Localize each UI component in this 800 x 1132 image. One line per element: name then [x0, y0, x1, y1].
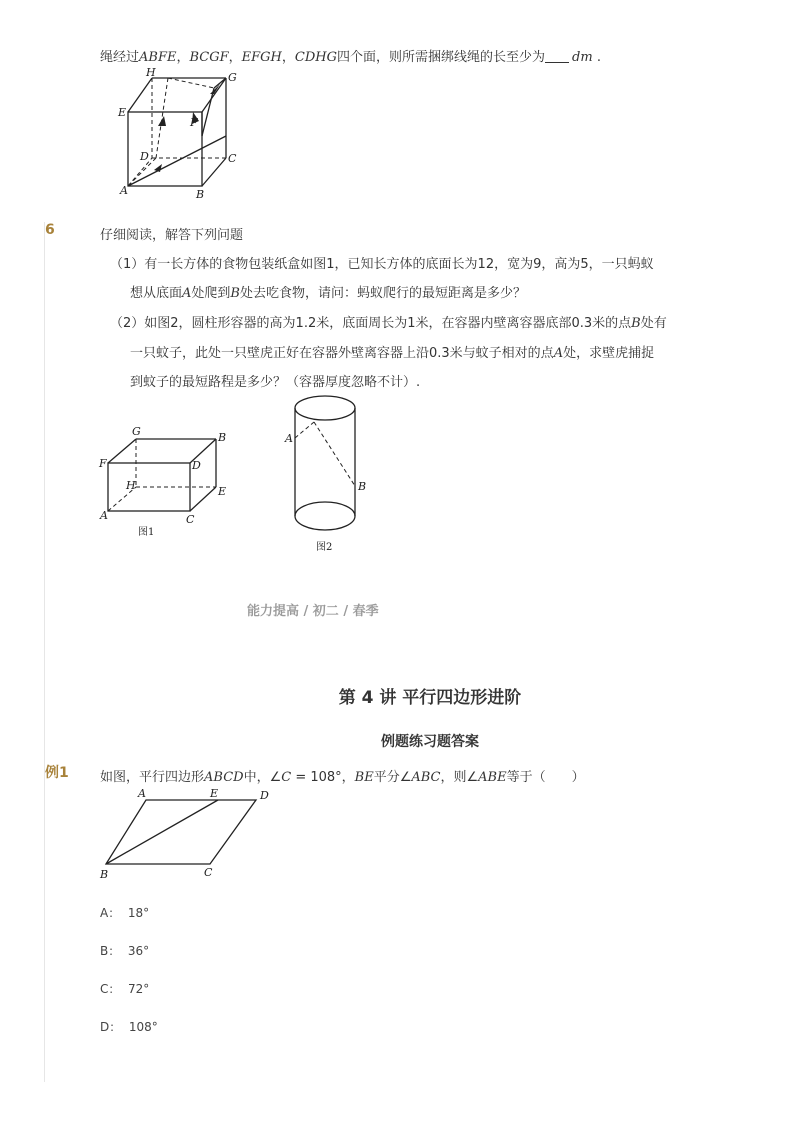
svg-text:C: C [186, 513, 195, 526]
svg-text:C: C [204, 866, 213, 879]
svg-text:H: H [146, 66, 156, 79]
svg-text:C: C [228, 152, 237, 165]
option-c[interactable]: C： 72° [100, 982, 150, 996]
svg-text:F: F [99, 457, 107, 470]
svg-text:E: E [218, 485, 227, 498]
svg-text:F: F [190, 116, 198, 129]
svg-text:A: A [100, 509, 108, 522]
left-margin-rule [44, 222, 45, 1082]
q6-intro: 仔细阅读，解答下列问题 [100, 228, 244, 243]
q5-text: 绳经过ABFE，BCGF，EFGH，CDHG四个面，则所需捆绑线绳的长至少为 dm . [100, 50, 601, 65]
cube-figure [110, 64, 250, 204]
svg-text:G: G [228, 71, 237, 84]
svg-text:A: A [285, 432, 293, 445]
svg-text:A: A [120, 184, 128, 197]
page-footer: 能力提高 / 初二 / 春季 [247, 604, 379, 619]
svg-text:D: D [140, 150, 149, 163]
svg-text:E: E [210, 787, 219, 800]
q6-part2-line2: 一只蚊子，此处一只壁虎正好在容器外壁离容器上沿0.3米与蚊子相对的点A处，求壁虎捕捉 [130, 346, 655, 361]
question-number: 6 [45, 222, 55, 238]
example-number: 例1 [45, 765, 69, 781]
q6-part1-line2: 想从底面A处爬到B处去吃食物，请问：蚂蚁爬行的最短距离是多少？ [130, 286, 526, 301]
svg-text:B: B [196, 188, 205, 201]
svg-text:A: A [138, 787, 146, 800]
q6-part2-line3: 到蚊子的最短路程是多少？（容器厚度忽略不计）. [130, 375, 421, 390]
option-b[interactable]: B： 36° [100, 944, 150, 958]
svg-text:H: H [126, 479, 136, 492]
svg-text:图1: 图1 [138, 527, 155, 538]
ex1-question: 如图，平行四边形ABCD中，∠C = 108°，BE平分∠ABC，则∠ABE等于（ ） [100, 770, 585, 785]
figure-2-cylinder [282, 392, 372, 556]
svg-text:B: B [218, 431, 227, 444]
svg-text:D: D [192, 459, 201, 472]
option-a[interactable]: A： 18° [100, 906, 150, 920]
option-d[interactable]: D： 108° [100, 1020, 158, 1034]
parallelogram-figure [96, 784, 286, 880]
svg-text:E: E [118, 106, 127, 119]
svg-text:B: B [358, 480, 367, 493]
figure-1-cuboid [96, 425, 246, 545]
q6-part2-line1: （2）如图2，圆柱形容器的高为1.2米，底面周长为1米，在容器内壁离容器底部0.3米的点B处有 [110, 316, 667, 331]
svg-text:B: B [100, 868, 109, 880]
q6-part1-line1: （1）有一长方体的食物包装纸盒如图1，已知长方体的底面长为12，宽为9，高为5，一只蚂蚁 [110, 257, 654, 272]
svg-text:图2: 图2 [316, 542, 333, 553]
svg-text:G: G [132, 425, 141, 438]
svg-text:D: D [260, 789, 269, 802]
answer-blank[interactable] [545, 50, 569, 63]
lesson-title: 第 4 讲 平行四边形进阶 [338, 688, 522, 708]
section-title: 例题练习题答案 [381, 734, 479, 750]
